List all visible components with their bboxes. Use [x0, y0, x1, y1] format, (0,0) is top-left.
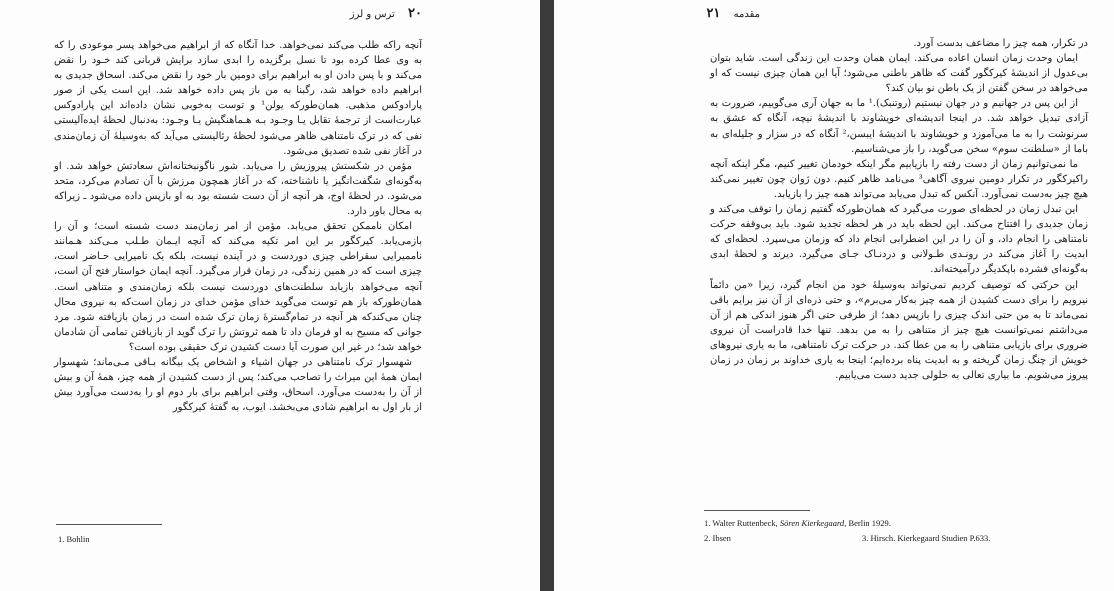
left-page-header [262, 6, 422, 22]
paragraph: این تبدل زمان در لحظه‌ای صورت می‌گیرد که همان‌طورکه گفتیم زمان را توقف می‌کند و زمان جدیدی را افتتاح می‌کند. این لحظه باید در هر لحظه تجدید شود. باید بی‌وقفه حرکت نامتناهی را انجام داد، و آن را در این اضطرابی انجام داد که وزمان می‌سپرد. لحظه‌ای که ابدیت را آغاز می‌کند در رونـدی طـولانی و دردنـاک جـای می‌گیرد. دیرند و لحظهٔ ابدی به‌گونه‌ای فشرده باپکدیگر درآمیخته‌اند. [710, 204, 1088, 276]
paragraph: از این پس در جهانیم و در جهان نیستیم (روتنبک).¹ ما به جهان آری می‌گوییم، ضرورت به آزادی تبدیل خواهد شد. در اینجا اندیشه‌ای خویشاوند با اندیشهٔ نیچه، آنگاه که عشق به سرنوشت را به ما می‌آموزد و خویشاوند با اندیشهٔ ایبسن،² آنگاه که در سزار و جلیله‌ای به باما از «سلطنت سوم» سخن می‌گوید، را باز می‌شناسیم. [710, 98, 1088, 155]
paragraph: ایمان وحدت زمان انسان اعاده می‌کند. ایمان همان وحدت این زندگی است. شاید بتوان بی‌عدول از اندیشهٔ کیرکگور گفت که ظاهر باطنی می‌شود؛ آیا این همان چیزی نیست که او می‌خواهد در سخن گفتن از یک باطن نو بیان کند؟ [710, 53, 1088, 95]
footnote-text: Bohlin [66, 534, 90, 544]
footnote-text: Hirsch. Kierkegaard Studien P.633. [870, 533, 991, 543]
paragraph: شهسوار ترک نامتناهی در جهان اشیاء و اشخاص یک بیگانه بـاقی مـی‌ماند؛ شهسوار ایمان همهٔ این میراث را تصاحب می‌کند؛ پس از دست کشیدن از همه چیز، همهٔ آن و بیش از آن را به‌دست می‌آورد. اسحاق، وقتی ابراهیم برای بار دوم او را به‌دست می‌آورد بیش از بار اول به ابراهیم شادی می‌بخشد. ایوب، به گفتهٔ کیرکگور [54, 356, 422, 414]
footnote-number: 1. [704, 518, 711, 528]
footnote-rule [56, 524, 162, 525]
page-number: ۲۰ [408, 6, 422, 21]
left-page-body [54, 38, 422, 415]
footnote-number: 3. [862, 533, 869, 543]
footnote [704, 533, 731, 543]
left-page [0, 0, 540, 591]
right-page-header [700, 6, 760, 22]
paragraph: آنچه راکه طلب می‌کند نمی‌خواهد. خدا آنگاه که از ابراهیم می‌خواهد پسر موعودی را که به وی عطا کرده بود تا نسل برگزیده را ابدی سازد برایش قربانی کند خـود را نقض می‌کند و با پس دادن او به ابراهیم برای دومین بار خود را نقض می‌کند. اسحاق جدیدی به ابراهیم داده خواهد شد، رگبنا به من باز پس داده خواهد شد. این است یکی از صور پارادوکس مذهبی. همان‌طورکه یولن¹ و توست به‌خوبی نشان داده‌اند این پارادوکس عبارت‌است از ترجمهٔ تقابل یـا وجـود بـه هـماهنگیش یـا وجـود: به‌دنبال لحظهٔ ایده‌آلیستی نفی که در ترک نامتناهی ظاهر می‌شود لحظهٔ رئالیستی می‌آید که به‌وسیلهٔ آن زمان‌مندی در آغاز نفی شده تصدیق می‌شود. [54, 40, 422, 157]
footnote-number: 1. [58, 534, 65, 544]
paragraph: امکان ناممکن تحقق می‌یابد. مؤمن از امر زمان‌مند دست شسته است؛ و آن را بازمی‌یابد. کیرکگور بر این امر تکیه می‌کند که آنچه ایـمان طـلب مـی‌کند هـمانند ناممیرایی سقراطی چیزی دوردست و در آینده نیست، بلکه یک نامیرایی حـاضر است، چیزی است که در همین زندگی، در زمان قرار می‌گیرد. آنچه ایمان خواستار فتح آن است، آنچه می‌خواهد بازیابد سلطنت‌های دوردست نیست بلکه زمان‌مندی و متناهی است. همان‌طورکه باز هم توست می‌گوید خدای مؤمن خدای در زمان است‌که به نیروی محال چنان می‌کندکه هر آنچه در تمام‌گسترهٔ زمان ترک شده است در زمان بازیافته شود. مرد جوانی که مسیح به او فرمان داد تا همه ثروتش را ترک گوید از بازیافتن تمامی آن شادمان خواهد شد؛ در غیر این صورت آیا دست کشیدن ترک حقیقی بوده است؟ [54, 221, 422, 353]
right-page [554, 0, 1114, 591]
running-title: ترس و لرز [349, 9, 395, 20]
page-number: ۲۱ [706, 6, 721, 21]
footnote-text: Walter Ruttenbeck, [712, 518, 780, 528]
footnote [862, 533, 990, 543]
running-title: مقدمه [733, 9, 760, 20]
paragraph: ما نمی‌توانیم زمان از دست رفته را بازیابیم مگر اینکه خودمان تغییر کنیم، مگر اینکه آنچه راکیرکگور در تکرار دومین نیروی آگاهی³ می‌نامد ظاهر کنیم. دون ژوان چون تغییر نمی‌کند هیچ چیز به‌دست نمی‌آورد. آنکس که تبدل می‌یابد می‌تواند همه چیز را بازیابد. [710, 158, 1088, 200]
footnote [704, 518, 891, 528]
right-page-body [710, 36, 1088, 383]
footnote-number: 2. [704, 533, 711, 543]
footnote [58, 534, 90, 544]
paragraph: این حرکتی که توصیف کردیم نمی‌تواند به‌وسیلهٔ خود من انجام گیرد، زیرا «من دائماً نیرویم را برای دست کشیدن از همه چیز به‌کار می‌برم»، و حتی ذره‌ای از آن نیز برایم باقی نمی‌ماند تا به من حتی اندک چیزی را بازپس دهد؛ از طرفی حتی اگر هنوز اندکی هم از آن می‌داشتم نمی‌توانست هیچ چیز از متناهی را به من بدهد. تنها خدا قادراست آن نیروی ضروری برای بازیابی متناهی را به من عطا کند. در حرکت ترک نامتناهی، ما به یاری نیروهای خویش از چنگ زمان گریخته و به ابدیت پناه برده‌ایم؛ اینجا به یاری خداوند بر زمان در زمان پیروز می‌شویم. ما بیاری تعالی به حلولی جدید دست می‌یابیم. [710, 279, 1088, 382]
paragraph: مؤمن در شکستش پیروزیش را می‌یابد. شور ناگونبختانه‌اش سعادتش خواهد شد. او به‌گونه‌ای شگفت‌انگیز یا ناشناخته، که در آغاز همچون مرزش با آن تصادم می‌کرد، متحد می‌شود. در لحظهٔ اوج، هر آنچه از آن دست شسته بود به او بازپس داده می‌شود ـ زیراکه به محال باور دارد. [54, 160, 422, 218]
footnote-book-title: Sören Kierkegaard [779, 518, 845, 528]
footnote-text: Ibsen [712, 533, 731, 543]
footnote-rule [704, 510, 810, 511]
footnote-text: , Berlin 1929. [844, 518, 891, 528]
book-gutter [540, 0, 554, 591]
paragraph: در تکرار، همه چیز را مضاعف بدست آورد. [913, 38, 1088, 49]
